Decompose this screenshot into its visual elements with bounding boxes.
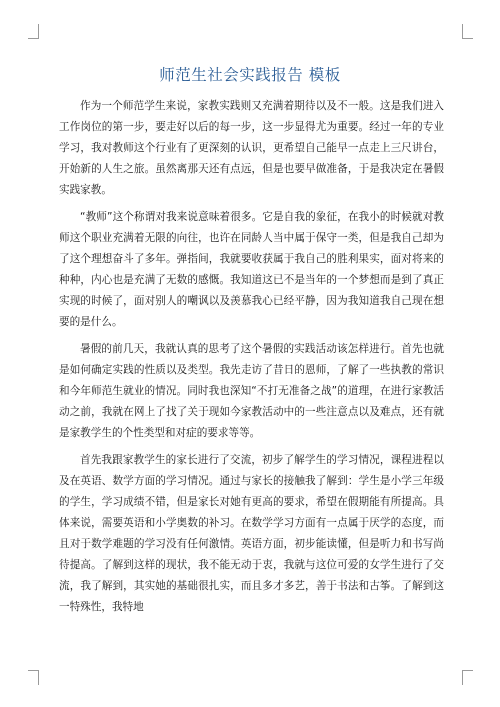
document-body	[59, 96, 444, 624]
document-title: 师范生社会实践报告 模板	[159, 66, 341, 84]
paragraph: 暑假的前几天，我就认真的思考了这个暑假的实践活动该怎样进行。首先也就是如何确定实践的性质以及类型。我先走访了昔日的恩师，了解了一些执教的常识和今年师范生就业的情况。同时我也深知“不打无准备之战”的道理，在进行家教活动之前，我就在网上了找了关于现如今家教活动中的一些注意点以及难点，还有就是家教学生的个性类型和对症的要求等等。	[59, 343, 444, 439]
crop-mark-top-left	[28, 24, 39, 39]
paragraph: 作为一个师范学生来说，家教实践则又充满着期待以及不一般。这是我们进入工作岗位的第一步，要走好以后的每一步，这一步显得尤为重要。经过一年的专业学习，我对教师这个行业有了更深刻的认识，更希望自己能早一点走上三尺讲台，开始新的人生之旅。虽然离那天还有点远，但是也要早做准备，于是我决定在暑假实践家教。	[59, 100, 444, 196]
crop-mark-bottom-right	[462, 670, 473, 685]
paragraph: “教师”这个称谓对我来说意味着很多。它是自我的象征，在我小的时候就对教师这个职业充满着无限的向往，也许在同龄人当中属于保守一类，但是我自己却为了这个理想奋斗了多年。弹指间，我就要收获属于我自己的胜利果实，面对将来的种种，内心也是充满了无数的感慨。我知道这已不是当年的一个梦想而是到了真正实现的时候了，面对别人的嘲讽以及羡慕我心已经平静，因为我知道我自己现在想要的是什么。	[59, 211, 444, 328]
paragraph: 首先我跟家教学生的家长进行了交流，初步了解学生的学习情况，课程进程以及在英语、数学方面的学习情况。通过与家长的接触我了解到：学生是小学三年级的学生，学习成绩不错，但是家长对她有更高的要求，希望在假期能有所提高。具体来说，需要英语和小学奥数的补习。在数学学习方面有一点属于厌学的态度，而且对于数学难题的学习没有任何激情。英语方面，初步能读懂，但是听力和书写尚待提高。了解到这样的现状，我不能无动于衷，我就与这位可爱的女学生进行了交流，我了解到，其实她的基础很扎实，而且多才多艺，善于书法和古筝。了解到这一特殊性，我特地	[59, 454, 444, 613]
crop-mark-bottom-left	[28, 670, 39, 685]
crop-mark-top-right	[462, 24, 473, 39]
